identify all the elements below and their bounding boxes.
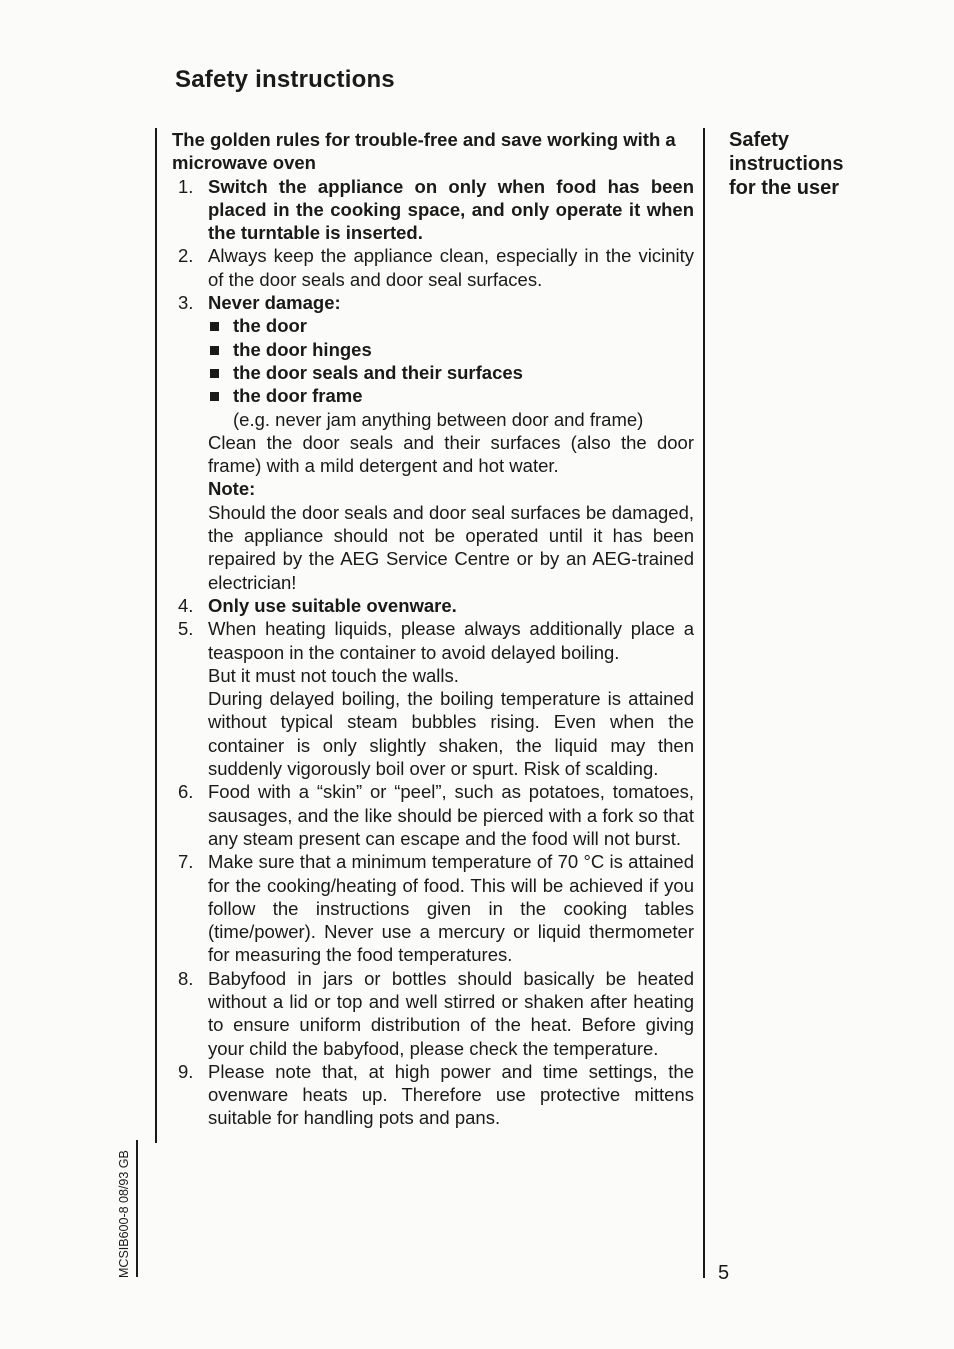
intro-heading: The golden rules for trouble-free and save working with a microwave oven [172, 129, 676, 174]
note-text: Should the door seals and door seal surfaces be damaged, the appliance should not be operated until it has been repaired by the AEG Service Centre or by an AEG-trained electrician! [208, 501, 694, 593]
item-number: 3. [178, 292, 194, 314]
bullet-item [208, 384, 694, 407]
square-bullet-icon [210, 346, 219, 355]
bullet-text: the door hinges [233, 338, 372, 360]
square-bullet-icon [210, 322, 219, 331]
safety-rules-column [172, 128, 694, 1130]
square-bullet-icon [210, 392, 219, 401]
item-text: Babyfood in jars or bottles should basically be heated without a lid or top and well stirred or shaken after heating to ensure uniform distribution of the heat. Before giving your child the babyfood, please check the temperature. [208, 967, 694, 1059]
list-item [172, 617, 694, 780]
column-divider-rule [703, 128, 705, 1278]
item-text: Food with a “skin” or “peel”, such as potatoes, tomatoes, sausages, and the like should be pierced with a fork so that any steam present can escape and the food will not burst. [208, 781, 694, 849]
list-item [172, 780, 694, 850]
item-title: Never damage: [208, 292, 341, 314]
bullet-text: the door frame [233, 385, 363, 407]
side-heading [729, 128, 929, 200]
side-heading-line: Safety [729, 129, 790, 151]
item-text: Make sure that a minimum temperature of 70 °C is attained for the cooking/heating of food. This will be achieved if you follow the instructions given in the cooking tables (time/power). Never use a mercury or liquid thermometer for measuring the food temperatures. [208, 851, 694, 966]
page-number: 5 [718, 1262, 730, 1284]
list-item [172, 967, 694, 1060]
bullet-item [208, 361, 694, 384]
bullet-text: the door seals and their surfaces [233, 361, 523, 383]
list-item [172, 594, 694, 617]
bullet-item [208, 314, 694, 337]
item-text: Please note that, at high power and time settings, the ovenware heats up. Therefore use protective mittens suitable for handling pots and pans. [208, 1060, 694, 1129]
list-item [172, 291, 694, 594]
item-number: 4. [178, 594, 194, 616]
cleaning-text: Clean the door seals and their surfaces (also the door frame) with a mild detergent and hot water. [208, 431, 694, 477]
left-margin-rule [155, 128, 157, 1143]
item-text: Always keep the appliance clean, especially in the vicinity of the door seals and door seal surfaces. [208, 245, 694, 290]
side-heading-line: for the user [729, 177, 840, 199]
list-item [172, 175, 694, 245]
document-code: MCSIB600-8 08/93 GB [117, 1150, 131, 1278]
item-number: 5. [178, 618, 194, 640]
bullet-item [208, 338, 694, 361]
item-text: When heating liquids, please always additionally place a teaspoon in the container to avoid delayed boiling. [208, 618, 694, 663]
item-number: 7. [178, 851, 194, 873]
item-number: 1. [178, 175, 194, 197]
list-item [172, 244, 694, 291]
list-item [172, 1060, 694, 1130]
item-number: 8. [178, 967, 194, 989]
example-text: (e.g. never jam anything between door and frame) [233, 408, 644, 430]
page-title: Safety instructions [175, 66, 395, 93]
bullet-text: the door [233, 315, 307, 337]
side-heading-line: instructions [729, 153, 844, 175]
left-margin-rule-lower [136, 1140, 138, 1277]
item-number: 2. [178, 245, 194, 267]
item-number: 9. [178, 1060, 194, 1082]
item-text-explanation: During delayed boiling, the boiling temperature is attained without typical steam bubbles rising. Even when the container is only slightly shaken, the liquid may then suddenly vigorously boil over or spurt. Risk of scalding. [208, 688, 694, 780]
note-label: Note: [208, 478, 256, 500]
item-text: Switch the appliance on only when food has been placed in the cooking space, and only operate it when the turntable is inserted. [208, 175, 694, 244]
item-text: Only use suitable ovenware. [208, 594, 457, 616]
list-item [172, 850, 694, 966]
square-bullet-icon [210, 369, 219, 378]
item-number: 6. [178, 781, 194, 803]
item-text-continued: But it must not touch the walls. [208, 664, 459, 686]
